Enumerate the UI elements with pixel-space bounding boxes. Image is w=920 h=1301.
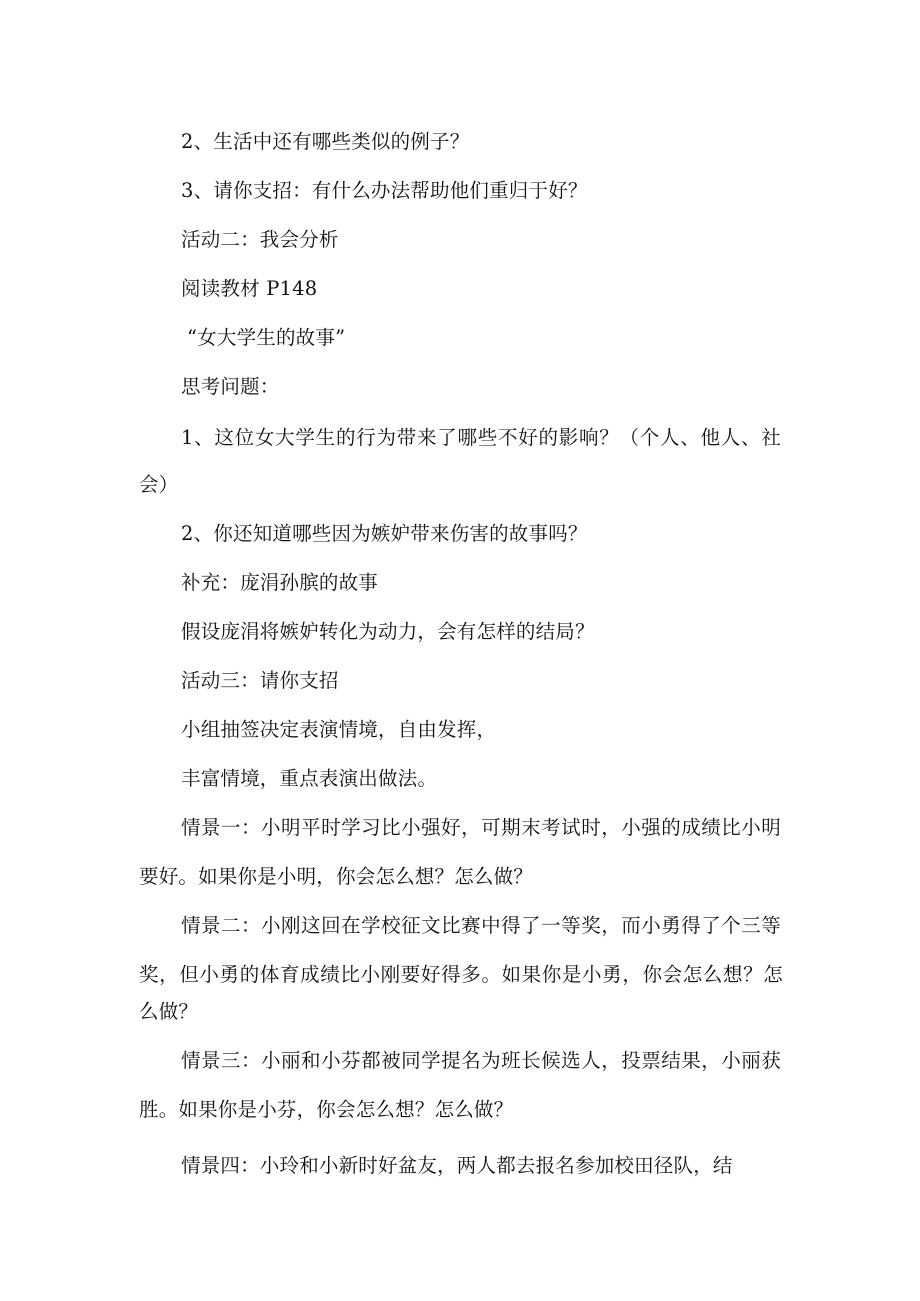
scenario-2-line-b: 奖，但小勇的体育成绩比小刚要好得多。如果你是小勇，你会怎么想？怎	[139, 963, 783, 986]
scenario-2-line-a: 情景二：小刚这回在学校征文比赛中得了一等奖，而小勇得了个三等	[181, 914, 781, 937]
scenario-1-line-b: 要好。如果你是小明，你会怎么想？怎么做？	[139, 865, 534, 888]
question-2-line: 2、生活中还有哪些类似的例子？	[181, 130, 470, 153]
hypothesis-line: 假设庞涓将嫉妒转化为动力，会有怎样的结局？	[181, 620, 595, 643]
question-1-line-b: 会）	[139, 473, 179, 496]
scenario-4-line-a: 情景四：小玲和小新时好盆友，两人都去报名参加校田径队，结	[181, 1154, 733, 1177]
supplement-line: 补充：庞涓孙膑的故事	[181, 571, 379, 594]
story-title-line: “女大学生的故事”	[187, 326, 346, 349]
scenario-3-line-b: 胜。如果你是小芬，你会怎么想？怎么做？	[139, 1098, 514, 1121]
question-2b-line: 2、你还知道哪些因为嫉妒带来伤害的故事吗？	[181, 522, 588, 545]
question-3-line: 3、请你支招：有什么办法帮助他们重归于好？	[181, 179, 588, 202]
scenario-2-line-c: 么做？	[139, 1000, 199, 1023]
reading-textbook-line: 阅读教材 P148	[181, 277, 318, 300]
group-draw-line: 小组抽签决定表演情境，自由发挥，	[181, 718, 497, 741]
question-1-line-a: 1、这位女大学生的行为带来了哪些不好的影响？（个人、他人、社	[181, 426, 781, 449]
think-questions-heading: 思考问题：	[181, 375, 280, 398]
activity-2-heading: 活动二：我会分析	[181, 228, 339, 251]
activity-3-heading: 活动三：请你支招	[181, 669, 339, 692]
enrich-scenario-line: 丰富情境，重点表演出做法。	[181, 767, 438, 790]
scenario-3-line-a: 情景三：小丽和小芬都被同学提名为班长候选人，投票结果，小丽获	[181, 1049, 781, 1072]
scenario-1-line-a: 情景一：小明平时学习比小强好，可期末考试时，小强的成绩比小明	[181, 816, 781, 839]
